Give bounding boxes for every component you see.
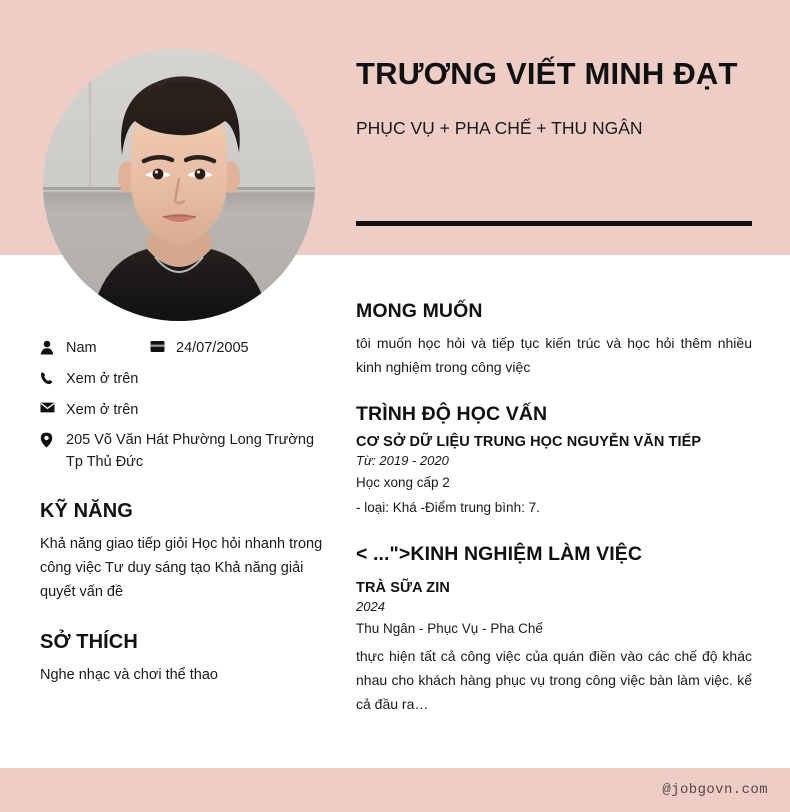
skills-body: Khả năng giao tiếp giỏi Học hỏi nhanh trong công việc Tư duy sáng tạo Khả năng giải quyết vấn đề bbox=[40, 535, 323, 600]
education-period: Từ: 2019 - 2020 bbox=[356, 453, 449, 469]
contact-item-address bbox=[40, 430, 325, 474]
footer-band bbox=[0, 768, 790, 812]
experience-description: thực hiện tất cả công việc của quán điền vào các chế độ khác nhau cho khách hàng phục vụ trong công việc bàn làm việc. kể cả đầu ra… bbox=[356, 647, 752, 713]
header-text-group bbox=[356, 46, 752, 140]
experience-period: 2024 bbox=[356, 599, 385, 614]
hobbies-body: Nghe nhạc và chơi thể thao bbox=[40, 666, 218, 683]
experience-entry bbox=[356, 580, 752, 716]
header-divider bbox=[356, 221, 752, 226]
contact-value-gender: Nam bbox=[66, 340, 97, 356]
contact-value-phone: Xem ở trên bbox=[66, 370, 139, 387]
education-level: Học xong cấp 2 bbox=[356, 475, 450, 491]
watermark: @jobgovn.com bbox=[662, 782, 768, 798]
candidate-role: PHỤC VỤ + PHA CHẾ + THU NGÂN bbox=[356, 118, 643, 139]
sidebar bbox=[40, 338, 325, 687]
experience-company: TRÀ SỮA ZIN bbox=[356, 580, 450, 596]
education-entry bbox=[356, 434, 752, 519]
location-pin-icon bbox=[40, 430, 66, 448]
contact-item-dob bbox=[150, 338, 249, 360]
contact-value-dob: 24/07/2005 bbox=[176, 340, 249, 356]
contact-item-email[interactable] bbox=[40, 400, 325, 422]
phone-icon bbox=[40, 369, 66, 385]
candidate-name: TRƯƠNG VIẾT MINH ĐẠT bbox=[356, 56, 738, 91]
education-school: CƠ SỞ DỮ LIỆU TRUNG HỌC NGUYỄN VĂN TIẾP bbox=[356, 434, 702, 451]
envelope-icon bbox=[40, 400, 66, 413]
contact-item-gender bbox=[40, 338, 150, 360]
calendar-icon bbox=[150, 338, 176, 360]
objective-heading: MONG MUỐN bbox=[356, 300, 483, 322]
education-heading: TRÌNH ĐỘ HỌC VẤN bbox=[356, 403, 548, 426]
objective-body: tôi muốn học hỏi và tiếp tục kiến trúc và học hỏi thêm nhiều kinh nghiệm trong công việc bbox=[356, 335, 752, 376]
experience-position: Thu Ngân - Phục Vụ - Pha Chế bbox=[356, 621, 543, 636]
person-icon bbox=[40, 338, 66, 360]
avatar-photo bbox=[43, 49, 315, 321]
avatar bbox=[43, 49, 315, 321]
experience-heading: < ...">KINH NGHIỆM LÀM VIỆC bbox=[356, 543, 643, 565]
contact-item-phone[interactable] bbox=[40, 369, 325, 391]
contact-row-gender-dob bbox=[40, 338, 325, 360]
skills-heading: KỸ NĂNG bbox=[40, 499, 133, 522]
contact-value-email: Xem ở trên bbox=[66, 401, 139, 418]
main-content bbox=[356, 300, 752, 716]
hobbies-heading: SỞ THÍCH bbox=[40, 630, 138, 653]
education-grade: - loại: Khá -Điểm trung bình: 7. bbox=[356, 500, 540, 516]
contact-list bbox=[40, 338, 325, 474]
contact-value-address: 205 Võ Văn Hát Phường Long Trường Tp Thủ Đức bbox=[66, 432, 315, 470]
